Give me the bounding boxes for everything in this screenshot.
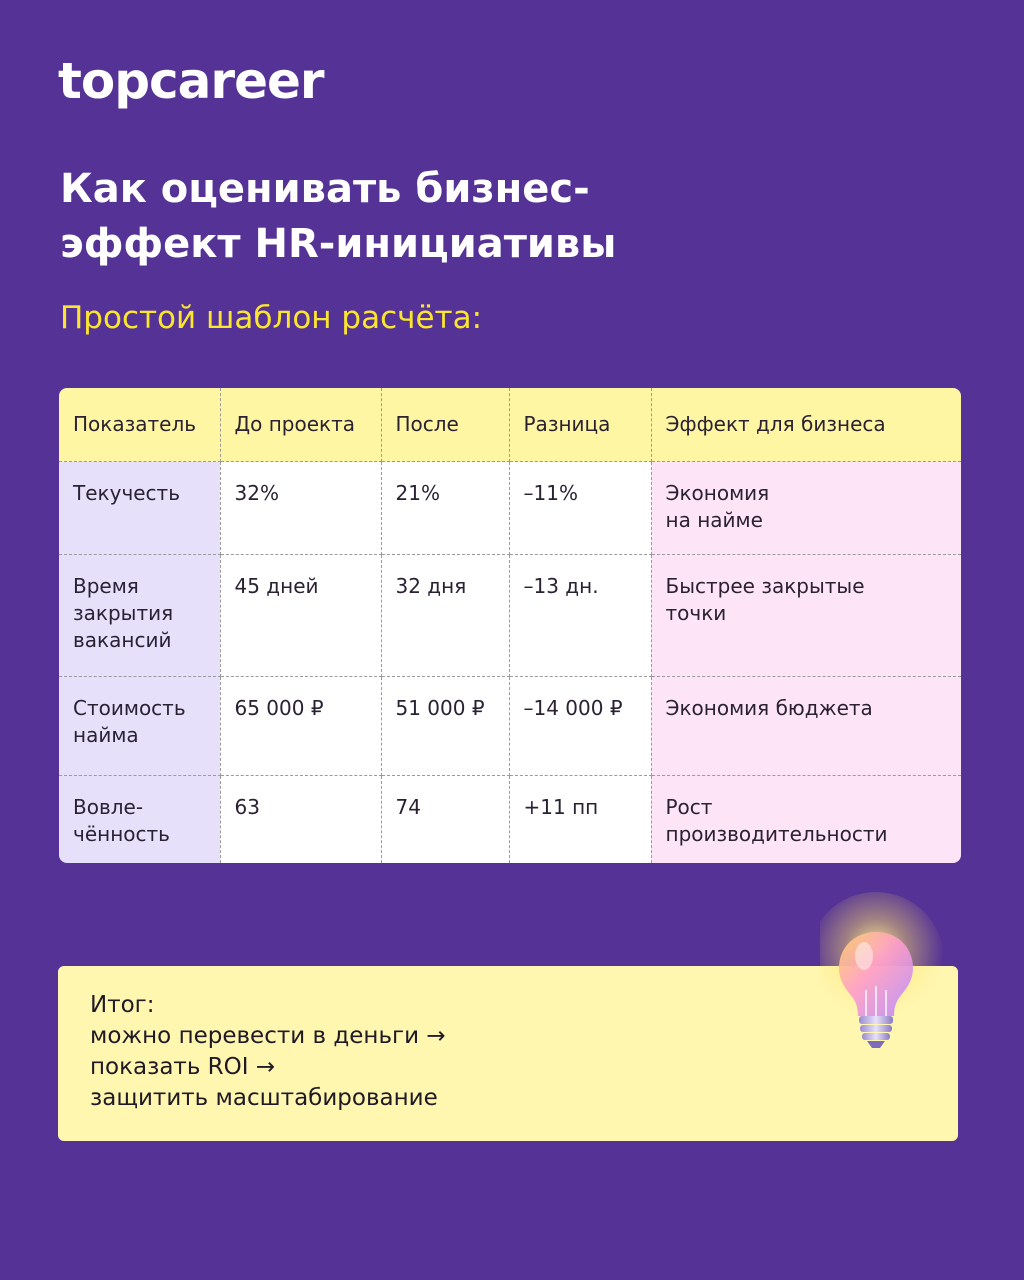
result-line: защитить масштабирование: [90, 1085, 438, 1111]
cell-diff: +11 пп: [509, 776, 651, 864]
cell-metric: Стоимость найма: [59, 677, 220, 776]
cell-before: 65 000 ₽: [220, 677, 381, 776]
cell-metric: Время закрытия вакансий: [59, 555, 220, 677]
header-metric: Показатель: [59, 388, 220, 462]
result-line: можно перевести в деньги →: [90, 1023, 446, 1049]
header-after: После: [381, 388, 509, 462]
result-text: [90, 990, 446, 1114]
cell-after: 51 000 ₽: [381, 677, 509, 776]
subtitle: Простой шаблон расчёта:: [60, 300, 483, 336]
cell-before: 63: [220, 776, 381, 864]
cell-diff: –14 000 ₽: [509, 677, 651, 776]
lightbulb-icon: [820, 890, 960, 1060]
header-diff: Разница: [509, 388, 651, 462]
title-line-2: эффект HR-инициативы: [60, 221, 617, 267]
cell-effect: Экономия на найме: [651, 462, 961, 555]
cell-metric: Вовле- чённость: [59, 776, 220, 864]
title-line-1: Как оценивать бизнес-: [60, 166, 590, 212]
cell-before: 45 дней: [220, 555, 381, 677]
result-heading: Итог:: [90, 992, 155, 1018]
cell-effect: Рост производительности: [651, 776, 961, 864]
cell-after: 74: [381, 776, 509, 864]
header-effect: Эффект для бизнеса: [651, 388, 961, 462]
cell-effect: Экономия бюджета: [651, 677, 961, 776]
header-before: До проекта: [220, 388, 381, 462]
brand-logo: topcareer: [58, 52, 324, 110]
cell-before: 32%: [220, 462, 381, 555]
cell-diff: –11%: [509, 462, 651, 555]
cell-metric: Текучесть: [59, 462, 220, 555]
cell-diff: –13 дн.: [509, 555, 651, 677]
table-row: [59, 462, 961, 555]
result-line: показать ROI →: [90, 1054, 276, 1080]
table-header-row: [59, 388, 961, 462]
table-row: [59, 677, 961, 776]
cell-after: 21%: [381, 462, 509, 555]
page-title: [60, 162, 760, 272]
cell-effect: Быстрее закрытые точки: [651, 555, 961, 677]
calculation-table: [59, 388, 961, 863]
table-row: [59, 555, 961, 677]
cell-after: 32 дня: [381, 555, 509, 677]
table-row: [59, 776, 961, 864]
